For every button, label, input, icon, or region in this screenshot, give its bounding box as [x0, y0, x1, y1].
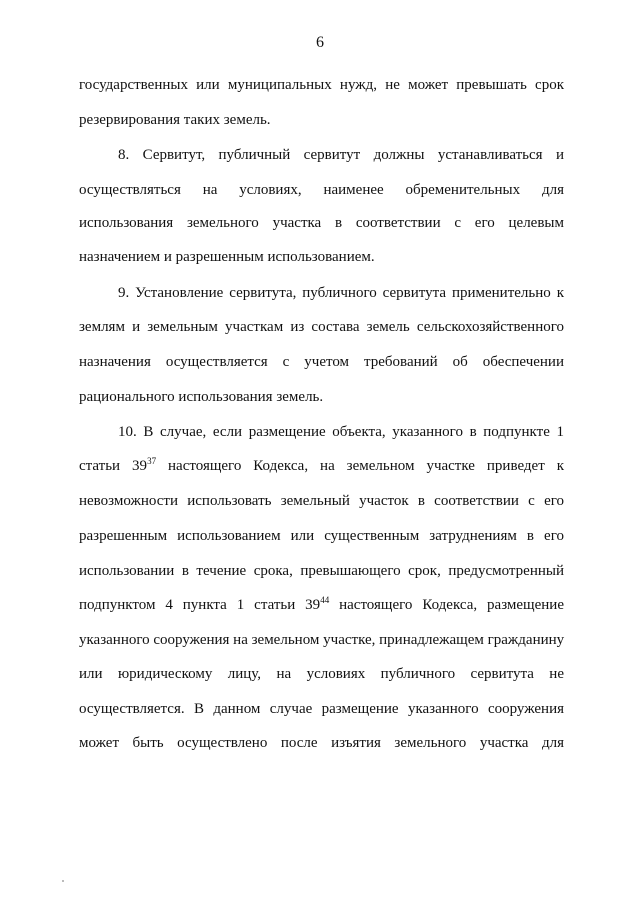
text-line: осуществляться на условиях, наименее обременительных для: [79, 182, 564, 198]
text-line: использования земельного участка в соответствии с его целевым: [79, 215, 564, 231]
text-segment: настоящего Кодекса, размещение: [329, 597, 564, 613]
text-line: осуществляется. В данном случае размещение указанного сооружения: [79, 701, 564, 717]
text-line: или юридическому лицу, на условиях публичного сервитута не: [79, 666, 564, 682]
scan-artifact: [62, 880, 64, 882]
text-segment: настоящего Кодекса, на земельном участке приведет к: [156, 458, 565, 474]
text-line: может быть осуществлено после изъятия земельного участка для: [79, 735, 564, 751]
text-line: землям и земельным участкам из состава земель сельскохозяйственного: [79, 319, 564, 335]
text-segment: подпунктом 4 пункта 1 статьи 39: [79, 597, 321, 613]
text-line: государственных или муниципальных нужд, не может превышать срок: [79, 77, 564, 93]
article-superscript: 44: [320, 595, 330, 605]
text-line: резервирования таких земель.: [79, 112, 271, 128]
page-number: 6: [316, 34, 324, 51]
text-line: невозможности использовать земельный участок в соответствии с его: [79, 493, 564, 509]
text-line-with-superscript: [79, 457, 564, 475]
text-line: рационального использования земель.: [79, 389, 324, 405]
text-line: 9. Установление сервитута, публичного сервитута применительно к: [118, 285, 564, 301]
text-line: назначением и разрешенным использованием.: [79, 249, 375, 265]
text-line: 8. Сервитут, публичный сервитут должны устанавливаться и: [118, 147, 564, 163]
text-line: 10. В случае, если размещение объекта, указанного в подпункте 1: [118, 424, 564, 440]
text-line: разрешенным использованием или существенным затруднениям в его: [79, 528, 564, 544]
text-segment: статьи 39: [79, 458, 148, 474]
text-line: назначения осуществляется с учетом требований об обеспечении: [79, 354, 564, 370]
text-line: использовании в течение срока, превышающего срок, предусмотренный: [79, 563, 564, 579]
article-superscript: 37: [147, 456, 157, 466]
text-line: указанного сооружения на земельном участке, принадлежащем гражданину: [79, 632, 565, 648]
text-line-with-superscript: [79, 596, 564, 614]
